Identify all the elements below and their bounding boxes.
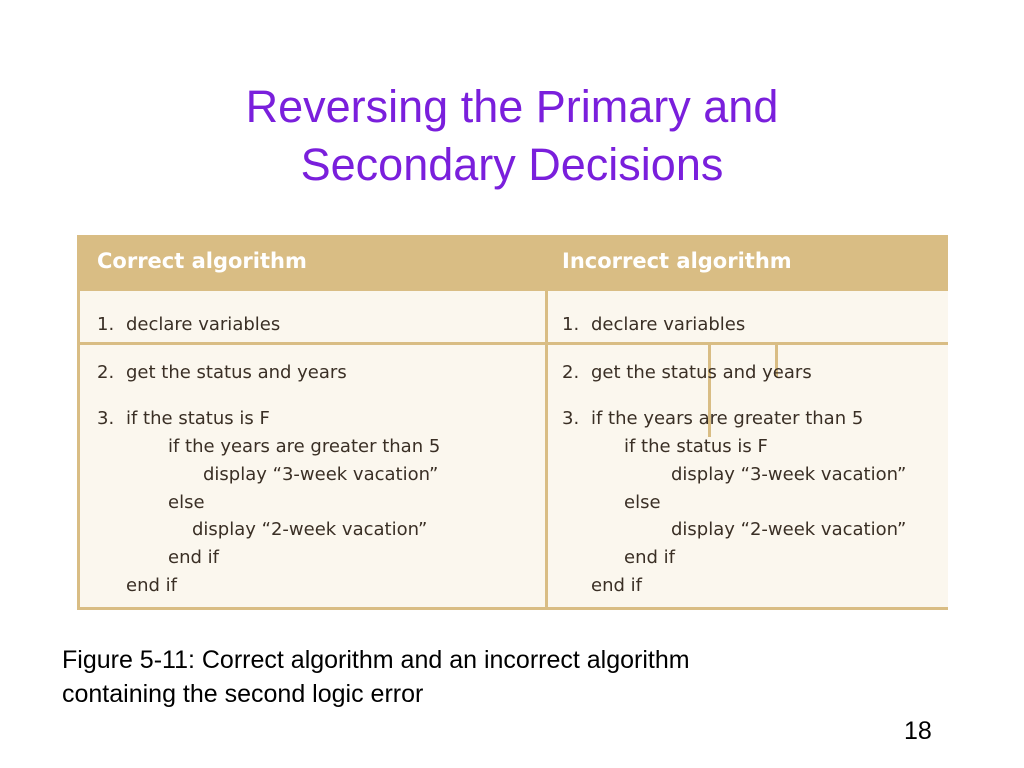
figure-caption-line-2: containing the second logic error	[62, 680, 424, 708]
right-code-line: if the years are greater than 5	[591, 408, 864, 429]
right-code-line: get the status and years	[591, 362, 812, 383]
left-code-line: get the status and years	[126, 362, 347, 383]
left-code-line: declare variables	[126, 314, 281, 335]
right-code-line: end if	[624, 547, 675, 568]
right-code-line: if the status is F	[624, 436, 768, 457]
left-code-line: end if	[126, 575, 177, 596]
left-code-line: display “3-week vacation”	[203, 464, 439, 485]
left-step-number: 3.	[97, 408, 115, 429]
left-step-number: 1.	[97, 314, 115, 335]
figure-header	[80, 235, 948, 291]
right-step-number: 2.	[562, 362, 580, 383]
right-code-line: display “3-week vacation”	[671, 464, 907, 485]
right-code-line: else	[624, 492, 661, 513]
slide-title-line-1: Reversing the Primary and	[245, 81, 779, 132]
right-code-line: display “2-week vacation”	[671, 519, 907, 540]
right-step-number: 3.	[562, 408, 580, 429]
page-number: 18	[904, 717, 932, 745]
left-code-line: if the status is F	[126, 408, 270, 429]
algorithm-comparison-figure	[77, 235, 948, 610]
left-code-line: end if	[168, 547, 219, 568]
right-code-line: end if	[591, 575, 642, 596]
figure-caption-line-1: Figure 5-11: Correct algorithm and an incorrect algorithm	[62, 646, 690, 674]
figure-caption	[62, 643, 942, 711]
incorrect-algorithm-header: Incorrect algorithm	[562, 249, 792, 273]
slide-title-line-2: Secondary Decisions	[300, 139, 724, 190]
left-code-line: if the years are greater than 5	[168, 436, 441, 457]
left-step-number: 2.	[97, 362, 115, 383]
right-code-line: declare variables	[591, 314, 746, 335]
left-code-line: display “2-week vacation”	[192, 519, 428, 540]
row-divider	[80, 342, 948, 345]
left-code-line: else	[168, 492, 205, 513]
right-step-number: 1.	[562, 314, 580, 335]
correct-algorithm-header: Correct algorithm	[97, 249, 307, 273]
column-divider	[545, 291, 548, 607]
slide-title	[112, 78, 912, 194]
